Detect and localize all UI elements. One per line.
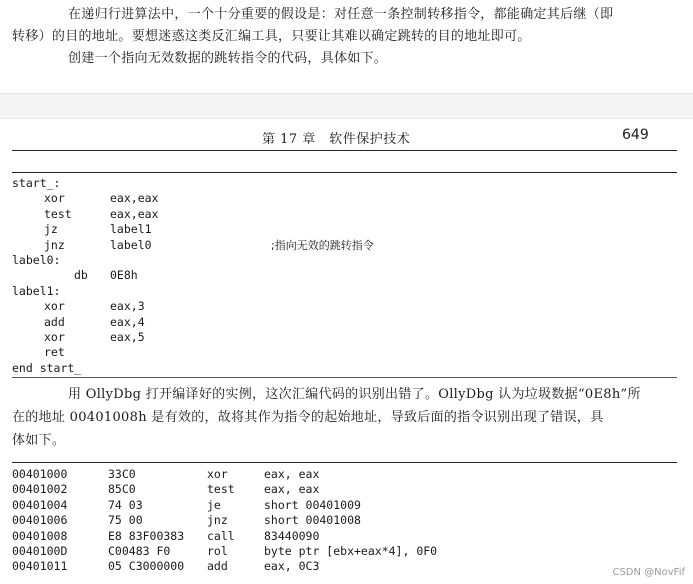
disasm-mnemonic: jnz <box>207 513 228 528</box>
code-block-bottom-rule <box>12 377 677 378</box>
code-operand: eax,5 <box>110 329 145 344</box>
disasm-bytes: 74 03 <box>108 497 143 512</box>
middle-paragraph-line-1: 用 OllyDbg 打开编译好的实例，这次汇编代码的识别出错了。OllyDbg 认为垃圾数据“0E8h”所 <box>68 387 641 402</box>
page-number: 649 <box>622 127 649 143</box>
disasm-operands: eax, eax <box>264 482 320 497</box>
header-rule <box>12 150 677 151</box>
code-operand: label0 <box>110 237 152 252</box>
watermark: CSDN @NovFif <box>612 567 685 578</box>
disasm-operands: short 00401008 <box>264 513 361 528</box>
disasm-mnemonic: je <box>207 497 221 512</box>
disasm-address: 00401000 <box>12 467 68 481</box>
code-opcode: xor <box>44 329 65 344</box>
disasm-mnemonic: rol <box>207 543 228 558</box>
code-opcode: ret <box>44 345 65 360</box>
disasm-operands: byte ptr [ebx+eax*4], 0F0 <box>264 543 438 558</box>
disasm-address: 00401004 <box>12 497 68 512</box>
code-operand: eax,eax <box>110 206 159 221</box>
code-operand: label1 <box>110 222 152 237</box>
code-opcode: xor <box>44 191 65 206</box>
disasm-mnemonic: add <box>207 559 228 574</box>
code-opcode: jz <box>44 222 58 237</box>
code-operand: eax,eax <box>110 191 159 206</box>
top-paragraph-line-3: 创建一个指向无效数据的跳转指令的代码，具体如下。 <box>68 51 388 66</box>
disasm-address: 00401011 <box>12 559 68 574</box>
disassembly-top-rule <box>12 462 677 463</box>
disasm-operands: 83440090 <box>264 528 320 543</box>
middle-paragraph-line-3: 体如下。 <box>12 433 66 448</box>
middle-paragraph-line-2: 在的地址 00401008h 是有效的，故将其作为指令的起始地址，导致后面的指令识别出现了错误，具 <box>12 410 604 425</box>
disasm-bytes: C00483 F0 <box>108 543 171 558</box>
disasm-bytes: 33C0 <box>108 467 136 481</box>
code-opcode: jnz <box>44 237 65 252</box>
disasm-address: 00401008 <box>12 528 68 543</box>
code-operand: 0E8h <box>110 268 138 283</box>
code-comment: ;指向无效的跳转指令 <box>271 238 374 252</box>
disasm-address: 00401006 <box>12 513 68 528</box>
disasm-mnemonic: test <box>207 482 235 497</box>
code-operand: eax,3 <box>110 299 145 314</box>
code-label: label0: <box>12 252 61 267</box>
disasm-operands: eax, 0C3 <box>264 559 320 574</box>
disasm-operands: short 00401009 <box>264 497 361 512</box>
disasm-address: 0040100D <box>12 543 68 558</box>
disasm-address: 00401002 <box>12 482 68 497</box>
disasm-operands: eax, eax <box>264 467 320 481</box>
chapter-header: 第 17 章 软件保护技术 <box>262 132 411 147</box>
top-paragraph-line-1: 在递归行进算法中，一个十分重要的假设是：对任意一条控制转移指令，都能确定其后继（即 <box>68 7 614 22</box>
disasm-mnemonic: xor <box>207 467 228 481</box>
code-block-top-rule <box>12 172 677 173</box>
disasm-bytes: 85C0 <box>108 482 136 497</box>
code-opcode: add <box>44 314 65 329</box>
code-label: label1: <box>12 283 61 298</box>
disasm-bytes: 75 00 <box>108 513 143 528</box>
page-gap <box>0 93 693 119</box>
code-opcode: test <box>44 206 72 221</box>
code-label: end start_ <box>12 360 82 375</box>
disasm-bytes: 05 C3000000 <box>108 559 185 574</box>
code-label: start_: <box>12 176 61 190</box>
top-paragraph-line-2: 转移）的目的地址。要想迷惑这类反汇编工具，只要让其难以确定跳转的目的地址即可。 <box>12 29 531 44</box>
disasm-bytes: E8 83F00383 <box>108 528 185 543</box>
disasm-mnemonic: call <box>207 528 235 543</box>
code-operand: eax,4 <box>110 314 145 329</box>
code-directive: db <box>74 268 88 283</box>
code-opcode: xor <box>44 299 65 314</box>
